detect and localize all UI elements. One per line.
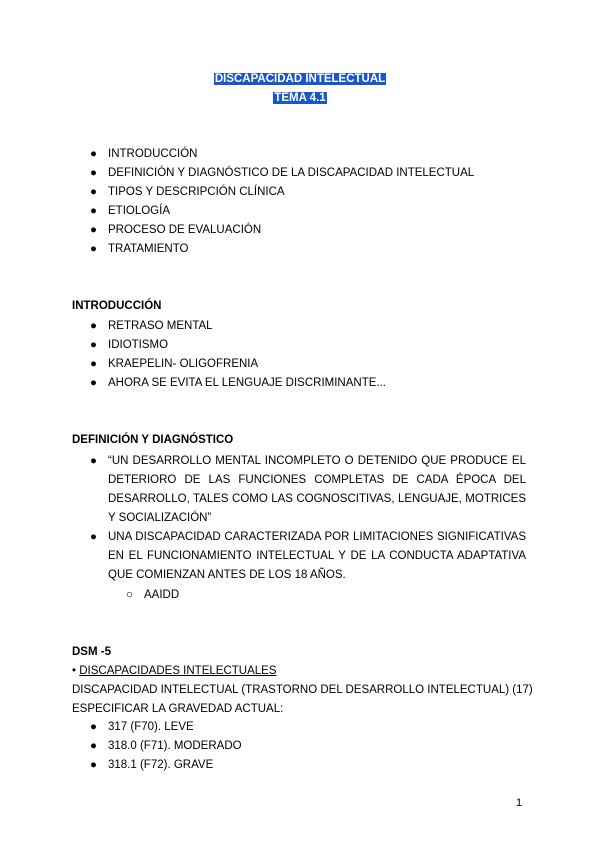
document-title — [0, 73, 600, 85]
bullet-icon: ● — [90, 186, 97, 198]
dsm-category-text: DISCAPACIDADES INTELECTUALES — [79, 665, 277, 677]
list-item-text: UNA DISCAPACIDAD CARACTERIZADA POR LIMITACIONES SIGNIFICATIVAS EN EL FUNCIONAMIENTO INTELECTUAL Y DE LA CONDUCTA ADAPTATIVA QUE COMIENZAN ANTES DE LOS 18 AÑOS. — [108, 531, 526, 581]
list-item-text: IDIOTISMO — [108, 339, 169, 351]
bullet-icon: ● — [90, 531, 97, 543]
dsm-line-1: DISCAPACIDAD INTELECTUAL (TRASTORNO DEL DESARROLLO INTELECTUAL) (17) — [72, 684, 533, 696]
list-item-text: 318.0 (F71). MODERADO — [108, 740, 242, 752]
sub-list-item-text: AAIDD — [144, 589, 180, 601]
list-item-text: 317 (F70). LEVE — [108, 721, 194, 733]
list-item-text: AHORA SE EVITA EL LENGUAJE DISCRIMINANTE... — [108, 377, 386, 389]
bullet-icon: ● — [90, 759, 97, 771]
bullet-icon: ● — [90, 740, 97, 752]
section-heading-dsm: DSM -5 — [72, 646, 111, 658]
document-subtitle-text: TEMA 4.1 — [274, 92, 326, 104]
list-item — [90, 452, 526, 528]
list-item-text: “UN DESARROLLO MENTAL INCOMPLETO O DETENIDO QUE PRODUCE EL DETERIORO DE LAS FUNCIONES COMPLETAS DE CADA ÉPOCA DEL DESARROLLO, TALES COMO LAS COGNOSCITIVAS, LENGUAJE, MOTRICES Y SOCIALIZACIÓN” — [108, 455, 526, 524]
dsm-category — [72, 665, 277, 677]
bullet-icon: ● — [90, 243, 97, 255]
small-bullet-icon: • — [72, 665, 77, 677]
list-item-text: RETRASO MENTAL — [108, 320, 213, 332]
list-item-text: DEFINICIÓN Y DIAGNÓSTICO DE LA DISCAPACIDAD INTELECTUAL — [108, 167, 475, 179]
section-heading-introduccion: INTRODUCCIÓN — [72, 300, 162, 312]
circle-bullet-icon: ○ — [126, 589, 133, 601]
bullet-icon: ● — [90, 358, 97, 370]
bullet-icon: ● — [90, 377, 97, 389]
bullet-icon: ● — [90, 320, 97, 332]
document-subtitle — [0, 92, 600, 104]
list-item-text: KRAEPELIN- OLIGOFRENIA — [108, 358, 259, 370]
bullet-icon: ● — [90, 205, 97, 217]
list-item-text: TIPOS Y DESCRIPCIÓN CLÍNICA — [108, 186, 285, 198]
bullet-icon: ● — [90, 721, 97, 733]
page-number: 1 — [516, 797, 523, 809]
list-item-text: TRATAMIENTO — [108, 243, 189, 255]
section-heading-definicion: DEFINICIÓN Y DIAGNÓSTICO — [72, 434, 234, 446]
dsm-line-2: ESPECIFICAR LA GRAVEDAD ACTUAL: — [72, 703, 284, 715]
list-item-text: 318.1 (F72). GRAVE — [108, 759, 214, 771]
bullet-icon: ● — [90, 148, 97, 160]
list-item — [90, 528, 526, 585]
list-item-text: INTRODUCCIÓN — [108, 148, 198, 160]
bullet-icon: ● — [90, 167, 97, 179]
list-item-text: ETIOLOGÍA — [108, 205, 170, 217]
bullet-icon: ● — [90, 224, 97, 236]
bullet-icon: ● — [90, 339, 97, 351]
bullet-icon: ● — [90, 455, 97, 467]
document-title-text: DISCAPACIDAD INTELECTUAL — [214, 73, 386, 85]
list-item-text: PROCESO DE EVALUACIÓN — [108, 224, 262, 236]
